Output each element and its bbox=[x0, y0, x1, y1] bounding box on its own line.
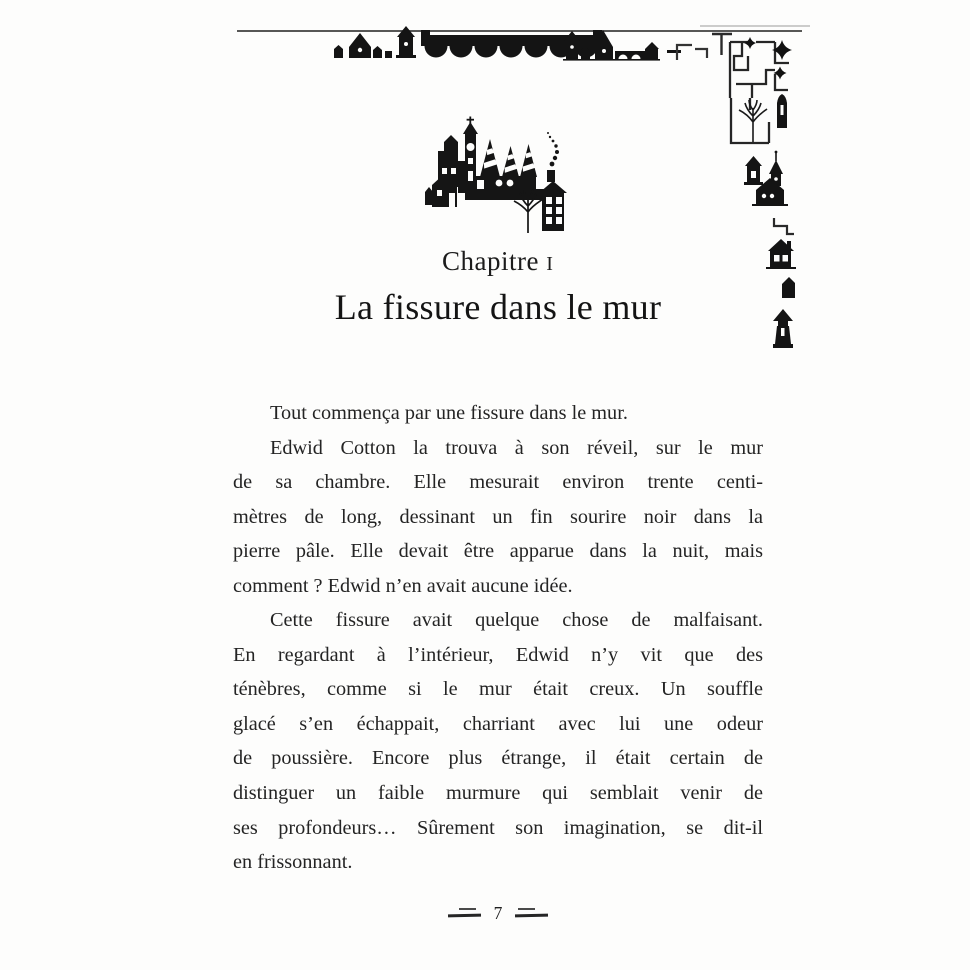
text-line: en frissonnant. bbox=[233, 851, 353, 874]
text-line: ses profondeurs… Sûrement son imagination, se dit-il bbox=[233, 816, 763, 839]
page-number: 7 bbox=[493, 902, 503, 923]
text-line: Edwid Cotton la trouva à son réveil, sur le mur bbox=[270, 436, 763, 459]
star-icon bbox=[744, 37, 792, 80]
double-dash-icon bbox=[448, 908, 481, 919]
chapter-title: La fissure dans le mur bbox=[334, 287, 662, 327]
text-line: pierre pâle. Elle devait être apparue dans la nuit, mais bbox=[233, 540, 763, 563]
house-icon bbox=[766, 239, 796, 269]
tree-icon bbox=[739, 100, 767, 142]
text-line: mètres de long, dessinant un fin sourire noir dans la bbox=[233, 505, 763, 528]
page-footer bbox=[233, 899, 763, 927]
text-line: de poussière. Encore plus étrange, il était certain de bbox=[233, 747, 763, 770]
chapter-heading bbox=[233, 244, 763, 329]
text-line: de sa chambre. Elle mesurait environ trente centi- bbox=[233, 471, 763, 494]
text-line: Tout commença par une fissure dans le mur. bbox=[270, 402, 628, 424]
house-icon bbox=[744, 156, 763, 185]
chapter-number: I bbox=[546, 253, 554, 275]
text-line: distinguer un faible murmure qui semblait venir de bbox=[233, 782, 763, 805]
double-dash-icon bbox=[515, 908, 548, 919]
body-text bbox=[233, 396, 763, 880]
text-line: En regardant à l’intérieur, Edwid n’y vit que des bbox=[233, 643, 763, 666]
text-line: glacé s’en échappait, charriant avec lui une odeur bbox=[233, 712, 763, 735]
text-line: comment ? Edwid n’en avait aucune idée. bbox=[233, 574, 573, 597]
text-line: ténèbres, comme si le mur était creux. Un souffle bbox=[233, 678, 763, 701]
text-line: Cette fissure avait quelque chose de malfaisant. bbox=[270, 609, 763, 632]
maze-border-icon bbox=[690, 22, 815, 442]
chapter-label bbox=[233, 244, 763, 281]
castle-illustration-icon bbox=[412, 113, 568, 237]
chapter-label-text: Chapitre bbox=[442, 246, 540, 276]
